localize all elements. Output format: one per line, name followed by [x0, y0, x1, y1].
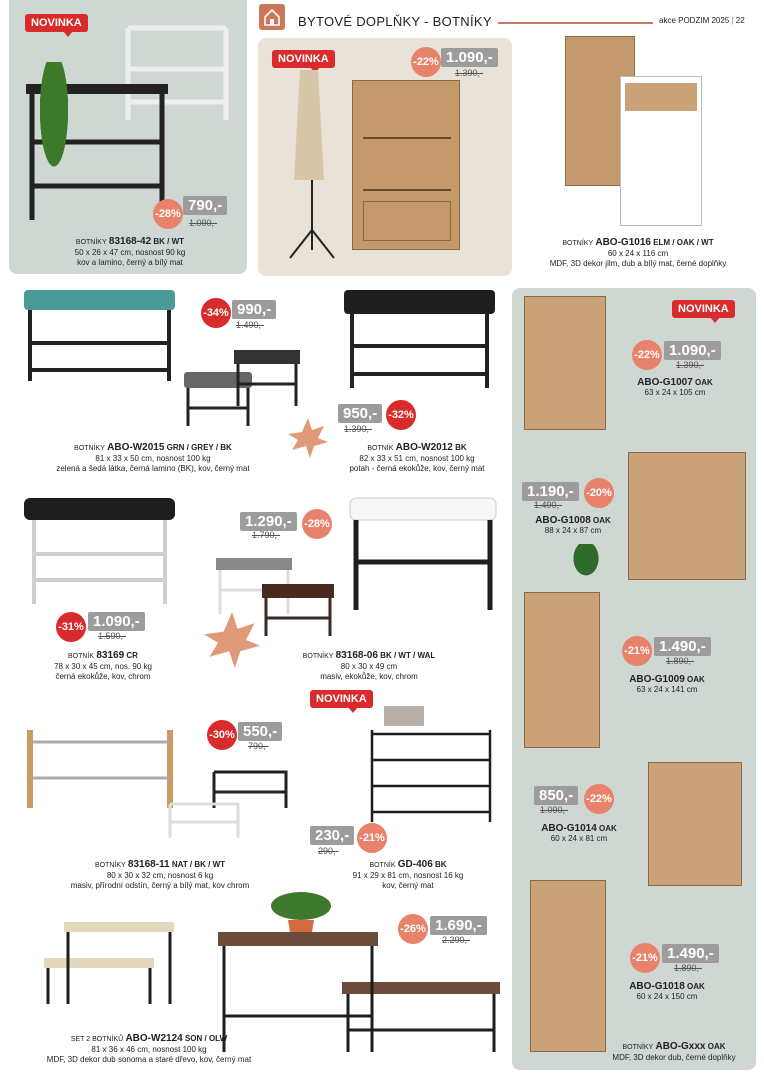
product-code: ABO-G1014	[541, 823, 597, 834]
product-caption-ABO-W2012	[322, 443, 512, 474]
shoe-cabinet-image	[352, 80, 460, 250]
product-caption-ABO-G1009	[612, 675, 722, 695]
plant-image	[570, 544, 602, 580]
old-price: 2.290,-	[442, 935, 471, 945]
discount-badge: -28%	[153, 199, 183, 229]
price: 790,-	[183, 196, 227, 215]
product-desc: černá ekokůže, kov, chrom	[55, 672, 151, 681]
product-desc: masiv, přírodní odstín, černý a bílý mat, kov chrom	[70, 881, 250, 890]
discount-badge: -22%	[584, 784, 614, 814]
discount-badge: -21%	[357, 823, 387, 853]
cabinet-white-image	[620, 76, 702, 226]
season-label: akce PODZIM 2025	[659, 16, 730, 25]
product-desc: MDF, 3D dekor dub, černé doplňky	[612, 1053, 736, 1062]
product-caption-ABO-Gxxx	[594, 1042, 754, 1063]
discount-badge: -28%	[302, 509, 332, 539]
discount-badge: -22%	[411, 47, 441, 77]
product-dims: 88 x 24 x 87 cm	[544, 526, 602, 535]
product-variants: ELM / OAK / WT	[653, 238, 714, 247]
product-dims: 63 x 24 x 105 cm	[644, 388, 706, 397]
product-variants: NAT / BK / WT	[171, 860, 226, 869]
page-number: 22	[735, 16, 745, 25]
product-code: GD-406	[397, 859, 433, 870]
product-type: BOTNÍKY	[94, 862, 126, 869]
discount-badge: -26%	[398, 914, 428, 944]
cabinet-ABO-G1007-image	[524, 296, 606, 430]
product-variants: GRN / GREY / BK	[166, 443, 232, 452]
product-variants: BK	[455, 443, 467, 452]
product-code: ABO-W2015	[107, 442, 165, 453]
price: 1.490,-	[662, 944, 719, 963]
product-dims: 81 x 33 x 50 cm, nosnost 100 kg	[95, 454, 211, 463]
product-dims: 91 x 29 x 81 cm, nosnost 16 kg	[352, 871, 464, 880]
price: 1.690,-	[430, 916, 487, 935]
cabinet-ABO-G1008-image	[628, 452, 746, 580]
product-caption-ABO-G1018	[612, 982, 722, 1002]
rack-metal-image	[366, 704, 496, 824]
bench-set-small-image	[42, 920, 176, 1006]
product-type: BOTNÍKY	[302, 653, 334, 660]
old-price: 290,-	[318, 846, 339, 856]
product-dims: 80 x 30 x 32 cm, nosnost 6 kg	[106, 871, 214, 880]
product-type: BOTNÍKY	[75, 239, 107, 246]
discount-badge: -20%	[584, 478, 614, 508]
product-variants: BK / WT	[153, 237, 185, 246]
product-variants: OAK	[599, 824, 617, 833]
old-price: 1.390,-	[344, 424, 373, 434]
product-variants: CR	[126, 651, 138, 660]
product-caption-GD-406	[338, 860, 478, 891]
old-price: 1.090,-	[189, 218, 218, 228]
product-type: BOTNÍK	[369, 862, 396, 869]
old-price: 1.390,-	[455, 68, 484, 78]
product-code: ABO-G1009	[629, 674, 685, 685]
product-caption-ABO-G1016	[520, 238, 756, 269]
price: 950,-	[338, 404, 382, 423]
product-code: 83168-11	[127, 859, 170, 870]
discount-badge: -22%	[632, 340, 662, 370]
old-price: 1.790,-	[252, 530, 281, 540]
autumn-leaf-icon	[204, 612, 260, 668]
product-caption-ABO-G1007	[620, 378, 730, 398]
product-code: 83168-42	[108, 236, 152, 247]
price: 1.090,-	[441, 48, 498, 67]
product-variants: BK	[434, 860, 447, 869]
product-variants: OAK	[687, 982, 705, 991]
cabinet-ABO-G1014-image	[648, 762, 742, 886]
product-variants: OAK	[687, 675, 705, 684]
discount-badge: -31%	[56, 612, 86, 642]
product-dims: 82 x 33 x 51 cm, nosnost 100 kg	[359, 454, 475, 463]
price: 1.090,-	[88, 612, 145, 631]
product-desc: zelená a šedá látka, černá lamino (BK), kov, černý mat	[56, 464, 250, 473]
product-variants: BK / WT / WAL	[380, 651, 436, 660]
rack-wood-image	[22, 716, 178, 810]
product-desc: masiv, ekokůže, kov, chrom	[320, 672, 418, 681]
cabinet-ABO-G1018-image	[530, 880, 606, 1052]
product-code: ABO-G1007	[637, 377, 693, 388]
product-caption-ABO-G1014	[524, 824, 634, 844]
product-code: ABO-G1008	[535, 515, 591, 526]
coat-hanger-image	[282, 50, 342, 260]
product-variants: OAK	[707, 1042, 726, 1051]
discount-badge: -32%	[386, 400, 416, 430]
product-code: 83169	[96, 650, 125, 661]
page-title: BYTOVÉ DOPLŇKY - BOTNÍKY	[298, 14, 492, 29]
product-code: ABO-W2012	[395, 442, 453, 453]
product-dims: 63 x 24 x 141 cm	[636, 685, 698, 694]
bench-black-leather-image	[342, 288, 497, 390]
price: 1.090,-	[664, 341, 721, 360]
product-code: ABO-W2124	[125, 1033, 183, 1044]
discount-badge: -34%	[201, 298, 231, 328]
product-type: BOTNÍKY	[74, 445, 105, 452]
product-code: 83168-06	[335, 650, 378, 661]
old-price: 1.490,-	[534, 500, 563, 510]
product-dims: 50 x 26 x 47 cm, nosnost 90 kg	[74, 248, 186, 257]
product-variants: OAK	[593, 516, 611, 525]
product-caption-83168-42	[40, 237, 220, 268]
product-variants: SON / OLW	[184, 1034, 228, 1043]
product-dims: 60 x 24 x 81 cm	[550, 834, 608, 843]
rack-white-image	[166, 800, 242, 840]
product-dims: 81 x 36 x 46 cm, nosnost 100 kg	[91, 1045, 207, 1054]
product-caption-ABO-W2015	[28, 443, 278, 474]
product-dims: 60 x 24 x 116 cm	[607, 249, 669, 258]
novinka-badge: NOVINKA	[25, 14, 88, 32]
bench-green-image	[22, 288, 177, 383]
plant-image	[36, 62, 72, 182]
old-price: 1.090,-	[540, 805, 569, 815]
product-type: BOTNÍK	[68, 653, 95, 660]
header-rule	[498, 22, 653, 24]
novinka-badge: NOVINKA	[310, 690, 373, 708]
home-icon	[259, 4, 285, 30]
price: 550,-	[238, 722, 282, 741]
discount-badge: -21%	[630, 943, 660, 973]
old-price: 1.490,-	[236, 320, 265, 330]
old-price: 1.590,-	[98, 631, 127, 641]
price: 990,-	[232, 300, 276, 319]
product-code: ABO-G1016	[595, 237, 651, 248]
product-code: ABO-G1018	[629, 981, 685, 992]
product-desc: MDF, 3D dekor jilm, dub a bílý mat, černé doplňky	[549, 259, 727, 268]
old-price: 1.390,-	[676, 360, 705, 370]
price: 850,-	[534, 786, 578, 805]
product-caption-ABO-G1008	[518, 516, 628, 536]
product-variants: OAK	[695, 378, 713, 387]
price: 1.490,-	[654, 637, 711, 656]
product-desc: potah - černá ekokůže, kov, černý mat	[349, 464, 485, 473]
novinka-badge: NOVINKA	[672, 300, 735, 318]
price: 1.290,-	[240, 512, 297, 531]
product-code: ABO-Gxxx	[655, 1041, 706, 1052]
product-caption-83169	[28, 651, 178, 682]
discount-badge: -21%	[622, 636, 652, 666]
product-dims: 78 x 30 x 45 cm, nos. 90 kg	[54, 662, 152, 671]
bench-black-image	[232, 348, 302, 408]
bench-white-image	[348, 496, 498, 612]
product-desc: kov a lamino, černý a bílý mat	[77, 258, 183, 267]
product-caption-ABO-W2124	[14, 1034, 284, 1065]
old-price: 1.890,-	[674, 963, 703, 973]
cabinet-ABO-G1009-image	[524, 592, 600, 748]
product-type: SET 2 BOTNÍKŮ	[70, 1036, 124, 1043]
old-price: 790,-	[248, 741, 269, 751]
product-dims: 60 x 24 x 150 cm	[636, 992, 698, 1001]
bench-walnut-image	[260, 582, 336, 638]
product-caption-83168-06	[264, 651, 474, 682]
price: 1.190,-	[522, 482, 579, 501]
header-meta: akce PODZIM 2025 | 22	[659, 16, 745, 25]
product-desc: MDF, 3D dekor dub sonoma a staré dřevo, kov, černý mat	[46, 1055, 252, 1064]
bench-chrome-image	[22, 496, 177, 606]
price: 230,-	[310, 826, 354, 845]
old-price: 1.890,-	[666, 656, 695, 666]
product-dims: 80 x 30 x 49 cm	[340, 662, 398, 671]
product-desc: kov, černý mat	[382, 881, 434, 890]
product-caption-83168-11	[30, 860, 290, 891]
product-type: BOTNÍKY	[562, 240, 594, 247]
product-type: BOTNÍK	[367, 445, 394, 452]
novinka-badge: NOVINKA	[272, 50, 335, 68]
product-type: BOTNÍKY	[622, 1044, 654, 1051]
discount-badge: -30%	[207, 720, 237, 750]
